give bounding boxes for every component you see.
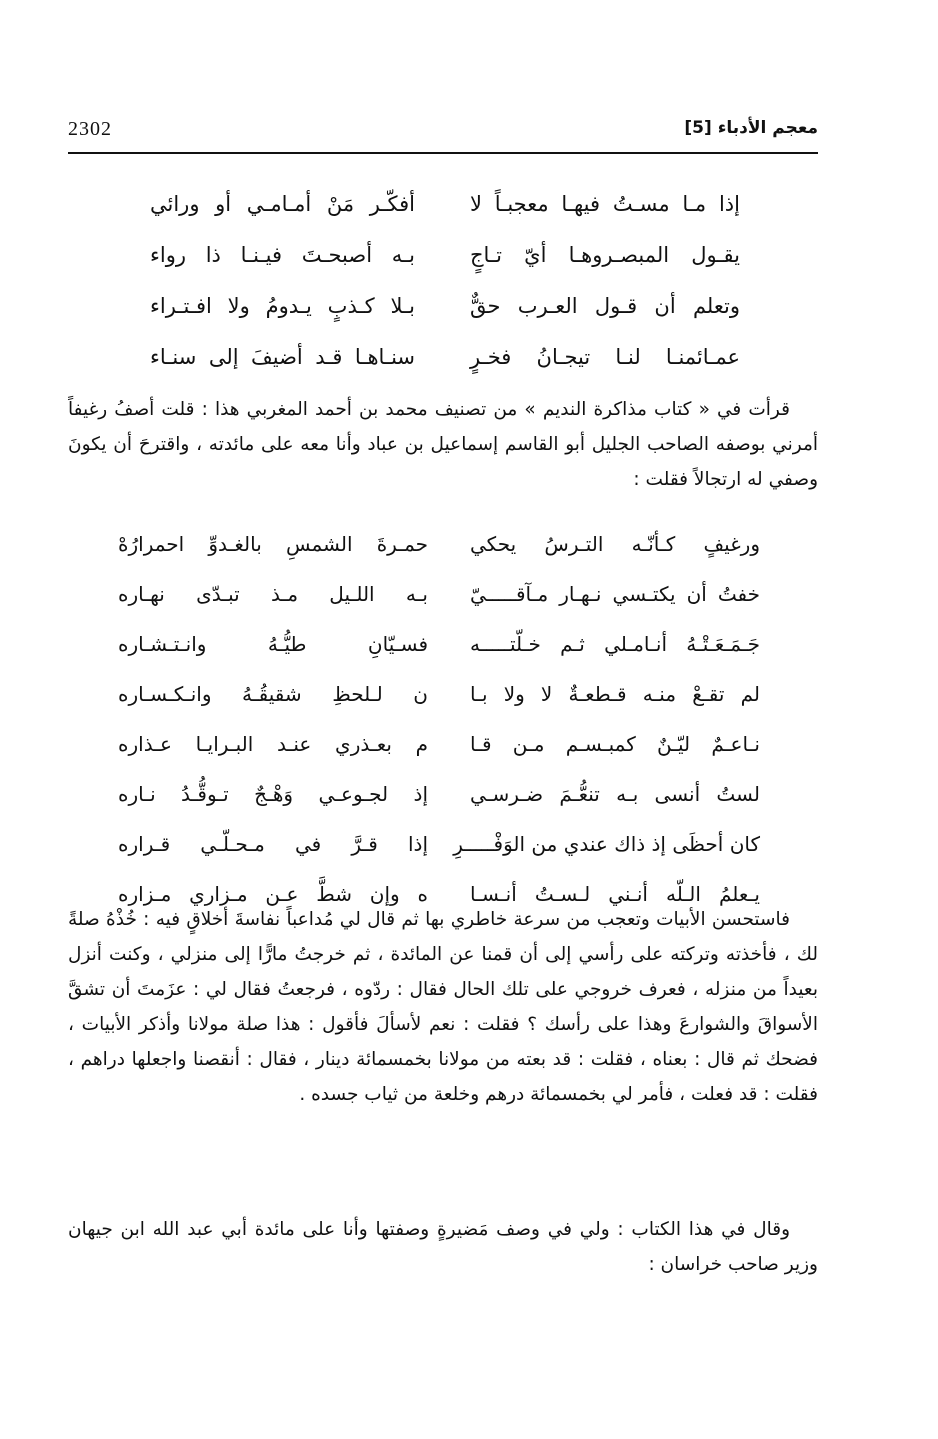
verse-line [150,294,740,345]
verse-first-hemistich: يـعلمُ الـلّه أنـني لـسـتُ أنـسـا [470,882,760,906]
verse-line [150,345,740,396]
verse-line [118,632,760,682]
verse-second-hemistich: فسـيّانِ طيُّـهُ وانـتـشـاره [118,632,428,656]
running-title: معجم الأدباء [5] [684,118,818,138]
verse-second-hemistich: أفكّـر مَنْ أمـامـي أو ورائي [150,192,415,216]
verse-line [150,192,740,243]
verse-first-hemistich: نـاعـمٌ ليّـنٌ كمبـسـم مـن قـا [470,732,760,756]
verse-second-hemistich: بـه أصبحـتَ فيـنـا ذا رواء [150,243,415,267]
page-number: 2302 [68,118,112,140]
prose-paragraph-3 [68,1212,818,1282]
verse-second-hemistich: سنـاهـا قـد أضيفَ إلى سنـاء [150,345,415,369]
verse-line [150,243,740,294]
verse-line [118,682,760,732]
verse-second-hemistich: بـه اللـيل مـذ تبـدّى نهـاره [118,582,428,606]
verse-line [118,782,760,832]
verse-first-hemistich: يقـول المبصـروهـا أيّ تـاجٍ [470,243,740,267]
verse-second-hemistich: حمـرةَ الشمسِ بالغـدوِّ احمرارُهْ [118,532,428,556]
paragraph-text: وقال في هذا الكتاب : ولي في وصف مَضيرةٍ وصفتها وأنا على مائدة أبي عبد الله ابن جيهان وزير صاحب خراسان : [68,1219,818,1275]
verse-first-hemistich: لستُ أنسى بـه تنعُّـمَ ضـرسـي [470,782,760,806]
verse-second-hemistich: بـلا كـذبٍ يـدومُ ولا افـتـراء [150,294,415,318]
verse-first-hemistich: كان أحظَى إذ ذاك عندي من الوَفْـــــرِ [453,832,760,856]
verse-first-hemistich: خفتُ أن يكتـسي نـهـار مـآقـــــيّ [470,582,760,606]
verse-first-hemistich: جَـمَـعَـتْـهُ أنـامـلي ثـم خـلّتـــــه [470,632,760,656]
verse-line [118,582,760,632]
verse-first-hemistich: إذا مـا مسـتُ فيهـا معجبـاً لا [470,192,740,216]
verse-first-hemistich: وتعلم أن قـول العـرب حقٌّ [470,294,740,318]
verse-first-hemistich: لم تقـعْ منـه قـطعـةٌ لا ولا بـا [470,682,760,706]
verse-line [118,732,760,782]
verse-line [118,832,760,882]
verse-second-hemistich: إذ لجـوعـي وَهْـجٌ تـوقُّـدُ نـاره [118,782,428,806]
paragraph-text: قرأت في « كتاب مذاكرة النديم » من تصنيف محمد بن أحمد المغربي هذا : قلت أصفُ رغيفاً أمرني بوصفه الصاحب الجليل أبو القاسم إسماعيل بن عباد وأنا معه على مائدته ، واقترحَ أن يكونَ وصفي له ارتجالاً فقلت : [68,399,818,490]
verse-second-hemistich: إذا قـرَّ في مـحـلّـي قـراره [118,832,428,856]
verse-second-hemistich: ه وإن شطَّ عـن مـزاري مـزاره [118,882,428,906]
paragraph-text: فاستحسن الأبيات وتعجب من سرعة خاطري بها ثم قال لي مُداعباً نفاسةَ أخلاقٍ فيه : خُذْهُ صلةً لك ، فأخذته وتركته على رأسي إلى أن قمنا عن المائدة ، ثم خرجتُ مارًّا إلى منزلي ، وكنت أنزل بعيداً من منزله ، فعرف خروجي على تلك الحال فقال : ردّوه ، فرجعتُ فقال لي : عزَمتَ أن تشقَّ الأسواقَ والشوارعَ وهذا على رأسك ؟ فقلت : نعم لأسألَ فأقول : هذا صلة مولانا وأذكر الأبيات ، فضحك ثم قال : بعناه ، فقلت : قد بعته من مولانا بخمسمائة دينار ، فقال : أنقصنا واجعلها دراهم ، فقلت : قد فعلت ، فأمر لي بخمسمائة درهم وخلعة من ثياب جسده . [68,909,818,1105]
verse-line [118,532,760,582]
header-rule [68,152,818,154]
verse-second-hemistich: ن لـلحظِ شقيقُـهُ وانـكـسـاره [118,682,428,706]
poem-block-1 [150,192,740,396]
verse-first-hemistich: ورغيفٍ كـأنّـه التـرسُ يحكي [470,532,760,556]
prose-paragraph-1 [68,392,818,497]
page-header [68,118,818,150]
prose-paragraph-2 [68,902,818,1112]
poem-block-2 [118,532,760,932]
verse-first-hemistich: عمـائمنـا لنـا تيجـانُ فخـرٍ [470,345,740,369]
verse-second-hemistich: م بعـذري عنـد البـرايـا عـذاره [118,732,428,756]
